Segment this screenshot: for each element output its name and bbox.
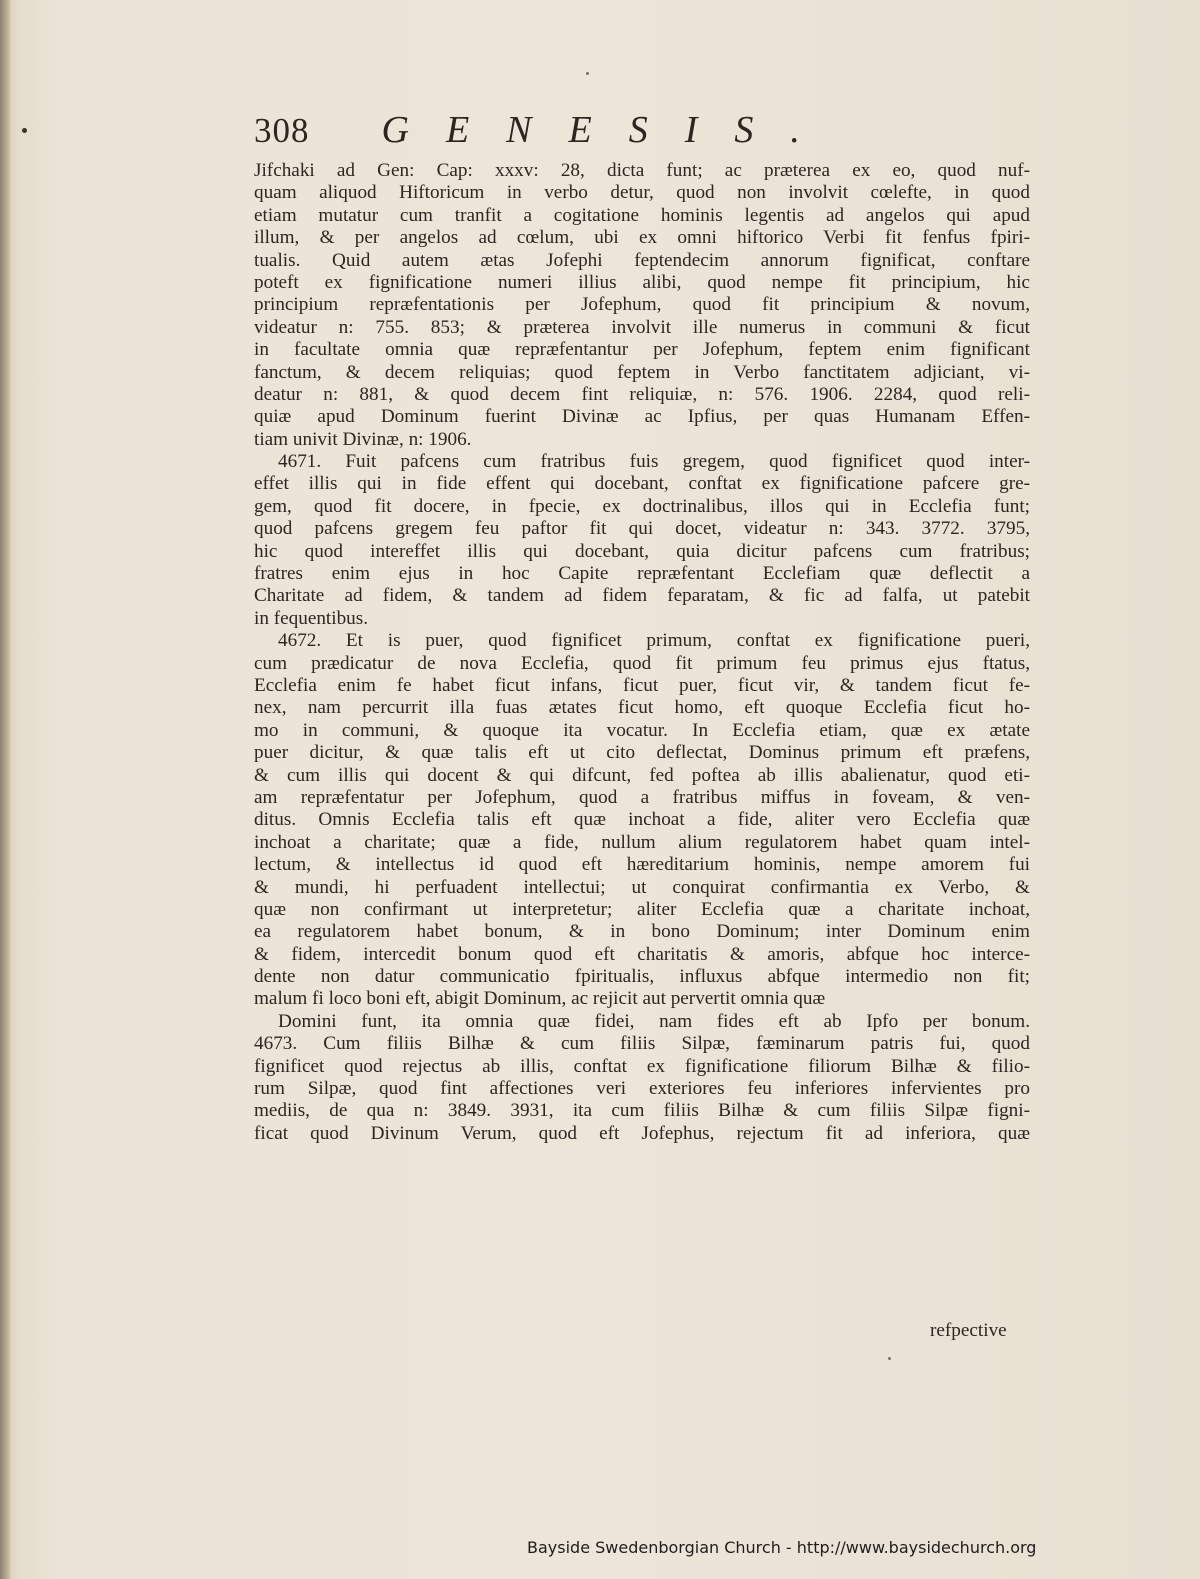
ink-dot bbox=[22, 128, 27, 133]
text-line: quod pafcens gregem feu paftor fit qui docet, videatur n: 343. 3772. 3795, bbox=[254, 518, 1030, 540]
ink-speck bbox=[888, 1357, 891, 1360]
text-line: cum prædicatur de nova Ecclefia, quod fit primum feu primus ejus ftatus, bbox=[254, 652, 1030, 674]
text-line: 4673. Cum filiis Bilhæ & cum filiis Silpæ, fæminarum patris fui, quod bbox=[254, 1033, 1030, 1055]
text-line: Charitate ad fidem, & tandem ad fidem feparatam, & fic ad falfa, ut patebit bbox=[254, 585, 1030, 607]
text-line: quam aliquod Hiftoricum in verbo detur, quod non involvit cœlefte, in quod bbox=[254, 182, 1030, 204]
text-line: effet illis qui in fide effent qui docebant, conftat ex fignificatione pafcere gre- bbox=[254, 473, 1030, 495]
text-line: am repræfentatur per Jofephum, quod a fratribus miffus in foveam, & ven- bbox=[254, 786, 1030, 808]
text-line: quiæ apud Dominum fuerint Divinæ ac Ipfius, per quas Humanam Effen- bbox=[254, 406, 1030, 428]
text-line: & mundi, hi perfuadent intellectui; ut conquirat confirmantia ex Verbo, & bbox=[254, 876, 1030, 898]
text-line: 4672. Et is puer, quod fignificet primum, conftat ex fignificatione pueri, bbox=[278, 630, 1030, 652]
text-line: puer dicitur, & quæ talis eft ut cito deflectat, Dominus primum eft præfens, bbox=[254, 742, 1030, 764]
text-line: ea regulatorem habet bonum, & in bono Dominum; inter Dominum enim bbox=[254, 921, 1030, 943]
text-line: malum fi loco boni eft, abigit Dominum, ac rejicit aut pervertit omnia quæ bbox=[254, 988, 826, 1010]
text-line: ficat quod Divinum Verum, quod eft Jofephus, rejectum fit ad inferiora, quæ bbox=[254, 1122, 1030, 1144]
text-line: quæ non confirmant ut interpretetur; aliter Ecclefia quæ a charitate inchoat, bbox=[254, 898, 1030, 920]
text-line: fanctum, & decem reliquias; quod feptem in Verbo fanctitatem adjiciant, vi- bbox=[254, 361, 1030, 383]
running-title: GENESIS. bbox=[381, 109, 837, 151]
text-line: videatur n: 755. 853; & præterea involvit ille numerus in communi & ficut bbox=[254, 316, 1030, 338]
text-line: dente non datur communicatio fpiritualis, influxus abfque intermedio non fit; bbox=[254, 966, 1030, 988]
text-line: fratres enim ejus in hoc Capite repræfentant Ecclefiam quæ deflectit a bbox=[254, 563, 1030, 585]
running-header bbox=[254, 108, 1014, 154]
text-line: fignificet quod rejectus ab illis, conftat ex fignificatione filiorum Bilhæ & filio- bbox=[254, 1055, 1030, 1077]
text-line: tualis. Quid autem ætas Jofephi feptendecim annorum fignificat, conftare bbox=[254, 249, 1030, 271]
text-line: Domini funt, ita omnia quæ fidei, nam fides eft ab Ipfo per bonum. bbox=[278, 1010, 1030, 1032]
text-line: & fidem, intercedit bonum quod eft charitatis & amoris, abfque hoc interce- bbox=[254, 943, 1030, 965]
text-line: Ecclefia enim fe habet ficut infans, ficut puer, ficut vir, & tandem ficut fe- bbox=[254, 674, 1030, 696]
catchword: refpective bbox=[930, 1320, 1007, 1341]
body-text bbox=[254, 160, 1030, 1145]
text-line: in fequentibus. bbox=[254, 607, 369, 629]
text-line: nex, nam percurrit illa fuas ætates ficut homo, eft quoque Ecclefia ficut ho- bbox=[254, 697, 1030, 719]
text-line: principium repræfentationis per Jofephum, quod fit principium & novum, bbox=[254, 294, 1030, 316]
text-line: deatur n: 881, & quod decem fint reliquiæ, n: 576. 1906. 2284, quod reli- bbox=[254, 383, 1030, 405]
text-line: Jifchaki ad Gen: Cap: xxxv: 28, dicta funt; ac præterea ex eo, quod nuf- bbox=[254, 160, 1030, 181]
text-line: ditus. Omnis Ecclefia talis eft quæ inchoat a fide, aliter vero Ecclefia quæ bbox=[254, 809, 1030, 831]
text-line: & cum illis qui docent & qui difcunt, fed poftea ab illis abalienatur, quod eti- bbox=[254, 764, 1030, 786]
text-line: inchoat a charitate; quæ a fide, nullum alium regulatorem habet quam intel- bbox=[254, 831, 1030, 853]
text-line: illum, & per angelos ad cœlum, ubi ex omni hiftorico Verbi fit fenfus fpiri- bbox=[254, 227, 1030, 249]
footer-credit: Bayside Swedenborgian Church - http://www.baysidechurch.org bbox=[527, 1538, 1037, 1557]
ink-speck bbox=[586, 72, 589, 75]
text-line: rum Silpæ, quod fint affectiones veri exteriores feu inferiores infervientes pro bbox=[254, 1078, 1030, 1100]
text-line: mo in communi, & quoque ita vocatur. In Ecclefia etiam, quæ ex ætate bbox=[254, 719, 1030, 741]
text-line: poteft ex fignificatione numeri illius alibi, quod nempe fit principium, hic bbox=[254, 271, 1030, 293]
page-binding-edge bbox=[0, 0, 10, 1579]
text-line: lectum, & intellectus id quod eft hæreditarium hominis, nempe amorem fui bbox=[254, 854, 1030, 876]
text-line: 4671. Fuit pafcens cum fratribus fuis gregem, quod fignificet quod inter- bbox=[278, 451, 1030, 473]
text-line: tiam univit Divinæ, n: 1906. bbox=[254, 428, 472, 450]
text-line: hic quod intereffet illis qui docebant, quia dicitur pafcens cum fratribus; bbox=[254, 540, 1030, 562]
page-number: 308 bbox=[254, 111, 310, 150]
text-line: in facultate omnia quæ repræfentantur per Jofephum, feptem enim fignificant bbox=[254, 339, 1030, 361]
text-line: mediis, de qua n: 3849. 3931, ita cum filiis Bilhæ & cum filiis Silpæ figni- bbox=[254, 1100, 1030, 1122]
text-line: etiam mutatur cum tranfit a cogitatione hominis legentis ad angelos qui apud bbox=[254, 204, 1030, 226]
text-line: gem, quod fit docere, in fpecie, ex doctrinalibus, illos qui in Ecclefia funt; bbox=[254, 495, 1030, 517]
